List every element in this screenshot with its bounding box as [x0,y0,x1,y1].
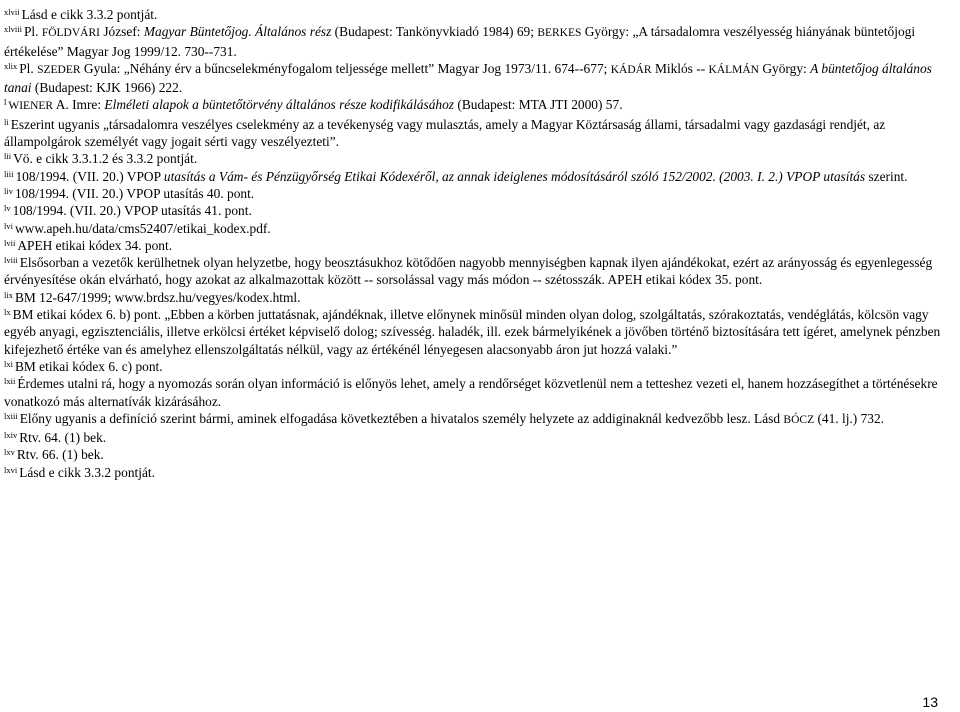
footnote-lv [4,202,949,219]
footnote-lvii [4,237,949,254]
regulation-title: utasítás a Vám- és Pénzügyőrség Etikai Kódexéről, az annak ideiglenes módosításáról szóló 152/2002. (2003. I. 2.) VPOP utasítás [163,168,866,184]
footnote-lvi [4,220,949,237]
footnote-text: (Budapest: KJK 1966) 222. [31,80,183,96]
footnote-marker: xlix [4,60,18,71]
page-number: 13 [922,694,938,710]
author-name: FÖLDVÁRI [41,27,100,40]
footnote-text: Elsősorban a vezetők kerülhetnek olyan helyzetbe, hogy beosztásukhoz kötődően nagyobb mennyiségben kapnak ilyen ajándékokat, ezért az arányosság és egyenlegesség érvényesítése okán elvárható, hogy azokat az alkalmazottak között -- sorsolással vagy más módon -- szétosszák. APEH etikai kódex 35. pont. [4,255,933,288]
footnote-marker: lvii [4,237,16,248]
footnote-text: György: [759,60,811,76]
footnote-marker: lxi [4,358,13,369]
footnote-text: BM 12-647/1999; www.brdsz.hu/vegyes/kodex.html. [14,289,301,305]
footnote-lxv [4,446,949,463]
footnote-text: Gyula: „Néhány érv a bűncselekményfogalom teljessége mellett” Magyar Jog 1973/11. 674--677; [80,60,611,76]
footnote-text: Miklós -- [651,60,709,76]
footnote-marker: liv [4,185,13,196]
footnote-text: 108/1994. (VII. 20.) VPOP utasítás 41. pont. [12,203,252,219]
footnote-marker: lxv [4,447,15,458]
footnote-lx [4,306,949,358]
author-name: BÓCZ [783,413,815,426]
footnote-marker: li [4,116,9,127]
footnote-marker: lviii [4,255,18,266]
footnote-marker: lxiii [4,410,18,421]
footnote-text: György: „A társadalomra veszélyesség hiányának büntetőjogi értékelése” Magyar Jog 1999/12. 730--731. [4,24,916,59]
footnote-text: A. Imre: [53,97,105,113]
footnote-lii [4,150,949,167]
footnote-text: Rtv. 66. (1) bek. [16,447,104,463]
footnote-lviii [4,254,949,289]
footnote-text: Előny ugyanis a definíció szerint bármi, aminek elfogadása következtében a hivatalos személy helyzete az addiginaknál kedvezőbb lesz. Lásd [19,410,784,426]
footnote-text: József: [99,24,144,40]
footnote-text: Pl. [23,24,42,40]
footnote-text: szerint. [865,168,908,184]
footnote-text: APEH etikai kódex 34. pont. [17,237,173,253]
footnote-text: Eszerint ugyanis „társadalomra veszélyes cselekmény az a tevékenység vagy mulasztás, amely a Magyar Köztársaság állami, társadalmi vagy gazdasági rendjét, az állampolgárok személyét vagy jogait sérti vagy veszélyezteti”. [4,116,886,150]
footnote-marker: lv [4,203,11,214]
footnote-text: Vö. e cikk 3.3.1.2 és 3.3.2 pontját. [13,151,198,167]
book-title: Magyar Büntetőjog. Általános rész [143,24,332,40]
footnote-text: BM etikai kódex 6. c) pont. [14,358,163,374]
footnote-lxi [4,358,949,375]
footnote-marker: lxvi [4,464,18,475]
footnote-lxiv [4,429,949,446]
footnote-lxvi [4,464,949,481]
footnote-marker: l [4,97,7,108]
footnote-xlix [4,60,949,97]
footnote-text: Lásd e cikk 3.3.2 pontját. [19,464,155,480]
footnote-li [4,116,949,151]
footnote-lix [4,289,949,306]
author-name: KÁLMÁN [708,63,759,76]
footnote-text: Érdemes utalni rá, hogy a nyomozás során olyan információ is előnyös lehet, amely a rendőrséget közvetlenül nem a tetteshez vezeti el, hanem hozzásegíthet a történésekre vonatkozó más alternatívák kizárásához. [4,376,938,409]
footnote-liii [4,168,949,185]
author-name: BERKES [537,27,582,40]
footnote-lxii [4,375,949,410]
book-title: Elméleti alapok a büntetőtörvény általános része kodifikálásához [104,97,455,113]
footnote-text: (Budapest: MTA JTI 2000) 57. [454,97,623,113]
footnote-l [4,96,949,115]
footnote-xlviii [4,23,949,60]
book-title: A büntetőjog általános tanai [4,60,932,96]
author-name: SZEDER [37,63,81,76]
footnote-marker: liii [4,168,14,179]
footnote-marker: lvi [4,220,13,231]
footnote-text: (41. lj.) 732. [814,410,885,426]
footnote-marker: lxiv [4,430,18,441]
author-name: WIENER [8,100,54,113]
footnote-text: Pl. [19,60,38,76]
footnote-text: BM etikai kódex 6. b) pont. „Ebben a körben juttatásnak, ajándéknak, illetve előnynek minősül minden olyan dolog, szolgáltatás, szórakoztatás, vendéglátás, kölcsön vagy egyéb anyagi, egzisztenciális, illetve erkölcsi értéket képviselő dolog; szívesség. haladék, ill. ezek bármelyikének a jövőben történő biztosítására tett ígéret, amelynek pénzben kifejezhető értéke van és amelyhez ellenszolgáltatás nélkül, vagy az értékénél lényegesen alacsonyabb áron jut hozzá valaki.” [4,307,941,357]
footnote-marker: xlvii [4,7,20,17]
footnote-marker: lxii [4,376,16,387]
footnote-url: www.apeh.hu/data/cms52407/etikai_kodex.pdf. [14,220,271,236]
footnote-marker: lii [4,151,12,162]
footnote-xlvii [4,6,949,23]
footnote-text: Lásd e cikk 3.3.2 pontját. [21,7,158,22]
footnote-marker: lx [4,307,11,318]
footnote-text: (Budapest: Tankönyvkiadó 1984) 69; [331,24,538,40]
footnote-marker: lix [4,289,13,300]
footnote-text: Rtv. 64. (1) bek. [19,430,107,446]
footnote-liv [4,185,949,202]
footnote-marker: xlviii [4,24,22,35]
author-name: KÁDÁR [610,63,652,76]
footnote-text: 108/1994. (VII. 20.) VPOP utasítás 40. pont. [14,185,255,201]
footnotes-list [4,6,949,481]
footnote-text: 108/1994. (VII. 20.) VPOP [15,168,164,184]
footnote-lxiii [4,410,949,429]
